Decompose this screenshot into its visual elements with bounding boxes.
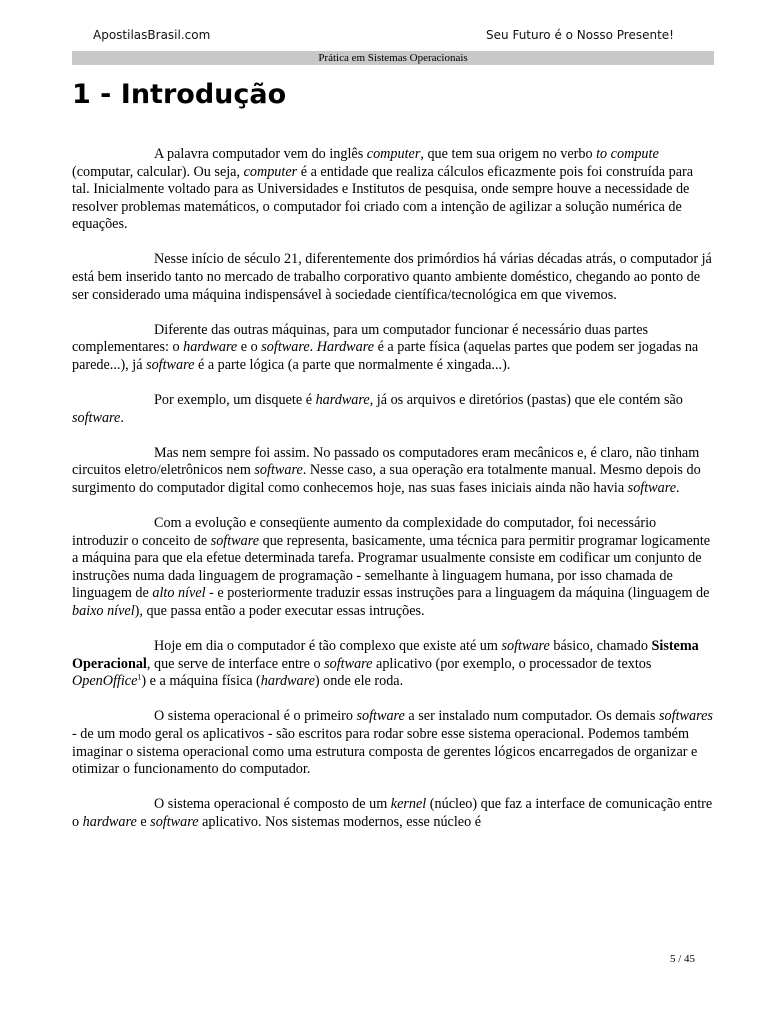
- text-run: alto nível: [152, 585, 206, 602]
- text-run: .: [309, 339, 317, 356]
- text-run: (núcleo) que faz a interface de comunicação entre o: [72, 796, 713, 830]
- text-run: , já os arquivos e diretórios (pastas) que ele contém são: [369, 392, 683, 409]
- paragraph: [72, 515, 714, 621]
- document-body: [72, 146, 714, 849]
- text-run: OpenOffice: [72, 673, 138, 690]
- section-title: 1 - Introdução: [72, 79, 287, 110]
- page-number: 5 / 45: [669, 953, 695, 965]
- text-run: hardware: [260, 673, 315, 690]
- header-slogan: Seu Futuro é o Nosso Presente!: [486, 28, 674, 42]
- text-run: aplicativo. Nos sistemas modernos, esse núcleo é: [198, 813, 482, 830]
- text-run: hardware: [82, 813, 137, 830]
- text-run: Mas nem sempre foi assim. No passado os computadores eram mecânicos e, é claro, não tinham circuitos eletro/eletrônicos nem: [72, 444, 700, 479]
- text-run: Hoje em dia o computador é tão complexo que existe até um: [154, 638, 502, 655]
- header-subtitle-bar: Prática em Sistemas Operacionais: [72, 51, 714, 65]
- text-run: , que serve de interface entre o: [146, 655, 325, 672]
- paragraph: [72, 708, 714, 778]
- text-run: softwares: [659, 708, 713, 725]
- text-run: baixo nível: [72, 602, 135, 619]
- text-run: software: [150, 813, 199, 830]
- text-run: - de um modo geral os aplicativos - são escritos para rodar sobre esse sistema operacional. Podemos também imaginar o sistema operacional como uma estrutura composta de gerentes lógicos encarregados de organizar e otimizar o funcionamento do computador.: [72, 725, 698, 778]
- text-run: - e posteriormente traduzir essas instruções para a linguagem da máquina (linguagem de: [205, 585, 710, 602]
- text-run: software: [72, 409, 121, 426]
- text-run: Com a evolução e conseqüente aumento da complexidade do computador, foi necessário introduzir o conceito de: [72, 515, 657, 549]
- paragraph: [72, 638, 714, 691]
- text-run: software: [261, 339, 310, 356]
- paragraph: [72, 392, 714, 427]
- paragraph: [72, 445, 714, 498]
- text-run: Nesse início de século 21, diferentemente dos primórdios há várias décadas atrás, o computador já está bem inserido tanto no mercado de trabalho corporativo quanto ambiente doméstico, chegando ao ponto de ser considerado uma máquina indispensável à sociedade científica/tecnológica em que vivemos.: [72, 251, 712, 303]
- text-run: software: [254, 462, 303, 479]
- text-run: O sistema operacional é o primeiro: [154, 708, 357, 725]
- text-run: . Nesse caso, a sua operação era totalmente manual. Mesmo depois do surgimento do computador digital como conhecemos hoje, nas suas fases iniciais ainda não havia: [72, 462, 701, 496]
- text-run: software: [210, 532, 260, 549]
- text-run: é a parte física (aquelas partes que podem ser jogadas na parede...), já: [72, 339, 699, 373]
- text-run: O sistema operacional é composto de um: [154, 796, 391, 813]
- text-run: a ser instalado num computador. Os demais: [404, 708, 660, 725]
- text-run: aplicativo (por exemplo, o processador de textos: [372, 655, 652, 672]
- paragraph: [72, 796, 714, 831]
- text-run: ) onde ele roda.: [314, 673, 404, 690]
- text-run: , que tem sua origem no verbo: [420, 146, 597, 162]
- text-run: é a parte lógica (a parte que normalmente é xingada...).: [194, 356, 511, 373]
- text-run: .: [120, 409, 124, 426]
- text-run: kernel: [390, 796, 427, 813]
- text-run: computer: [366, 146, 421, 162]
- text-run: Diferente das outras máquinas, para um computador funcionar é necessário duas partes complementares: o: [72, 321, 649, 356]
- text-run: .: [676, 479, 680, 496]
- text-run: ) e a máquina física (: [141, 673, 261, 690]
- text-run: ), que passa então a poder executar essas intruções.: [134, 602, 425, 619]
- text-run: (computar, calcular). Ou seja,: [72, 163, 244, 180]
- text-run: software: [356, 708, 405, 725]
- text-run: hardware: [183, 339, 238, 356]
- text-run: Hardware: [316, 339, 375, 356]
- text-run: A palavra computador vem do inglês: [154, 146, 367, 162]
- text-run: e: [136, 813, 151, 830]
- text-run: Sistema Operacional: [72, 638, 699, 672]
- footnote-ref: 1: [137, 672, 142, 682]
- text-run: software: [324, 655, 373, 672]
- header-site-name: ApostilasBrasil.com: [93, 28, 211, 42]
- text-run: Por exemplo, um disquete é: [154, 392, 316, 409]
- text-run: software: [627, 479, 677, 496]
- paragraph: [72, 322, 714, 375]
- text-run: software: [501, 638, 550, 655]
- text-run: computer: [243, 163, 298, 180]
- paragraph: [72, 146, 714, 234]
- text-run: to compute: [596, 146, 659, 162]
- paragraph: [72, 251, 714, 304]
- text-run: hardware: [315, 392, 370, 409]
- text-run: e o: [237, 339, 262, 356]
- text-run: que representa, basicamente, uma técnica para permitir programar logicamente a máquina para que ela efetue determinada tarefa. Programar usualmente consiste em codificar um conjunto de instruções numa dada linguagem de programação - semelhante à linguagem humana, por isso chamada de linguagem de: [72, 532, 711, 602]
- text-run: é a entidade que realiza cálculos eficazmente pois foi construída para tal. Inicialmente voltado para as Universidades e Institutos de pesquisa, onde sempre houve a necessidade de resolver problemas matemáticos, o computador foi criado com a intenção de agilizar a solução numérica de equações.: [72, 163, 694, 233]
- text-run: básico, chamado: [549, 638, 652, 655]
- text-run: software: [146, 356, 195, 373]
